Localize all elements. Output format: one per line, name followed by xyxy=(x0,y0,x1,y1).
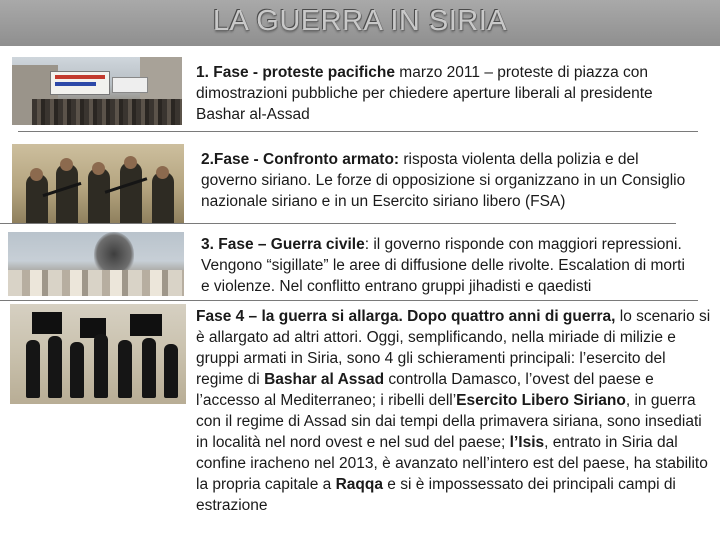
phase-4-text xyxy=(196,306,712,516)
slide-title: LA GUERRA IN SIRIA xyxy=(212,5,508,37)
protest-photo xyxy=(12,57,182,125)
city-smoke-photo xyxy=(8,232,184,296)
phase-4-body-part: , in guerra con il regime di Assad sin dai tempi della primavera siriana, sono insediati in località nel nord ovest e nel sud del paese; xyxy=(196,392,702,451)
phase-2-text xyxy=(201,149,691,212)
phase-1-text xyxy=(196,62,696,125)
phase-3-lead: 3. Fase – Guerra civile xyxy=(201,236,365,253)
phase-4-body-part: e si è impossessato dei principali campi di estrazione xyxy=(196,476,676,514)
phase-2-body: risposta violenta della polizia e del governo siriano. Le forze di opposizione si organizzano in un Consiglio nazionale siriano e in un Esercito siriano libero (FSA) xyxy=(201,151,686,210)
phase-4-emphasis: Esercito Libero Siriano xyxy=(456,392,626,409)
divider xyxy=(0,300,698,301)
phase-1-body: marzo 2011 – proteste di piazza con dimostrazioni pubbliche per chiedere aperture liberali al presidente Bashar al-Assad xyxy=(196,64,653,123)
divider xyxy=(0,223,676,224)
divider xyxy=(18,131,698,132)
black-flag-march-photo xyxy=(10,304,186,404)
phase-4-emphasis: Bashar al Assad xyxy=(264,371,385,388)
phase-4-emphasis: Raqqa xyxy=(335,476,383,493)
phase-4-body-part: , entrato in Siria dal confine iracheno nel 2013, è avanzato nell’intero est del paese, ha stabilito la propria capitale a xyxy=(196,434,708,493)
phase-3-body: : il governo risponde con maggiori repressioni. Vengono “sigillate” le aree di diffusione delle rivolte. Escalation di morti e violenze. Nel conflitto entrano gruppi jihadisti e qaedisti xyxy=(201,236,685,295)
armed-fighters-photo xyxy=(12,144,184,224)
phase-4-lead: Fase 4 – la guerra si allarga. Dopo quattro anni di guerra, xyxy=(196,308,616,325)
phase-2-lead: 2.Fase - Confronto armato: xyxy=(201,151,400,168)
phase-4-emphasis: l’Isis xyxy=(509,434,545,451)
phase-4-body-part: lo scenario si è allargato ad altri attori. Oggi, semplificando, nella miriade di milizie e gruppi armati in Siria, sono 4 gli schieramenti principali: l’esercito del regime di xyxy=(196,308,711,388)
phase-3-text xyxy=(201,234,691,297)
phase-4-body-part: controlla Damasco, l’ovest del paese e l’accesso al Mediterraneo; i ribelli dell’ xyxy=(196,371,654,409)
phase-1-lead: 1. Fase - proteste pacifiche xyxy=(196,64,395,81)
